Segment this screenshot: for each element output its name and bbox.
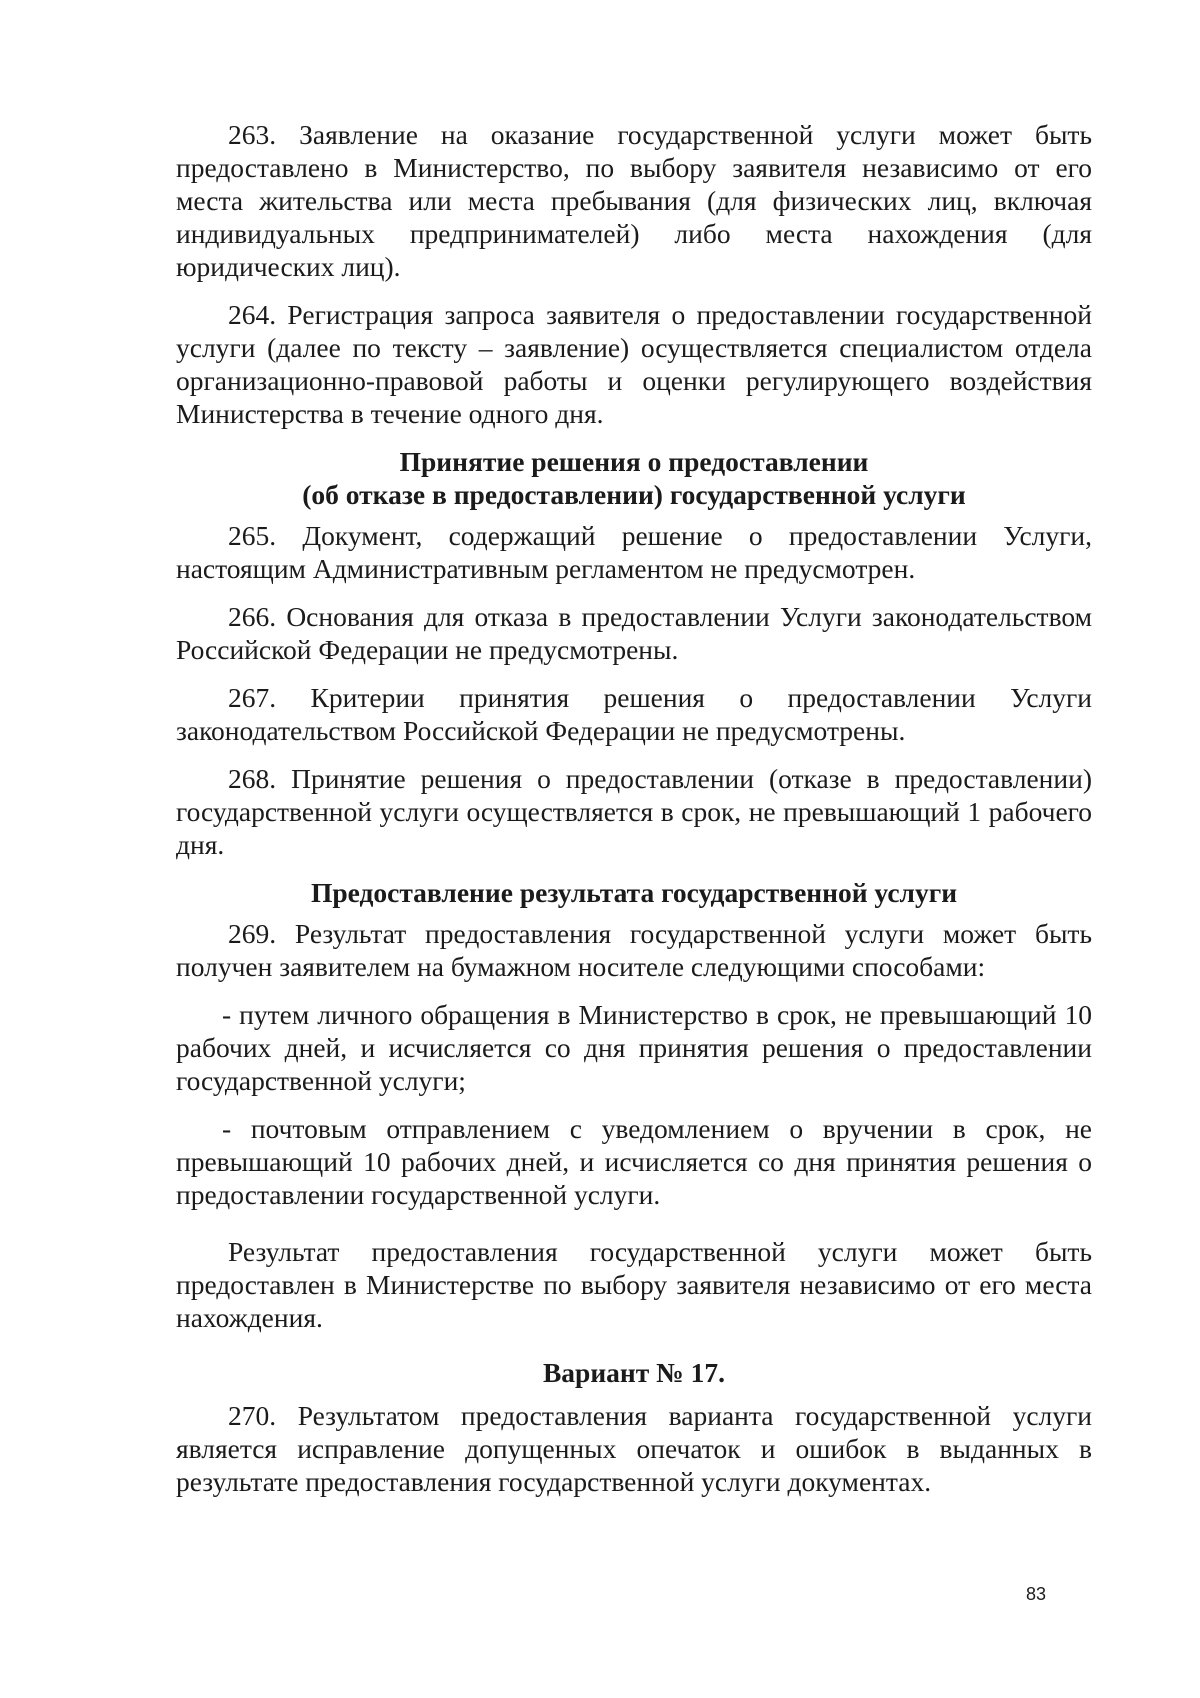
section-heading-decision-line2: (об отказе в предоставлении) государственной услуги <box>302 479 966 510</box>
paragraph-263: 263. Заявление на оказание государственной услуги может быть предоставлено в Министерство, по выбору заявителя независимо от его места жительства или места пребывания (для физических лиц, включая индивидуальных предпринимателей) либо места нахождения (для юридических лиц). <box>176 119 1092 282</box>
paragraph-270: 270. Результатом предоставления варианта государственной услуги является исправление допущенных опечаток и ошибок в выданных в результате предоставления государственной услуги документах. <box>176 1400 1092 1497</box>
list-item-personal-visit: - путем личного обращения в Министерство в срок, не превышающий 10 рабочих дней, и исчисляется со дня принятия решения о предоставлении государственной услуги; <box>176 999 1092 1096</box>
section-heading-variant: Вариант № 17. <box>542 1357 726 1388</box>
paragraph-264: 264. Регистрация запроса заявителя о предоставлении государственной услуги (далее по тексту – заявление) осуществляется специалистом отдела организационно-правовой работы и оценки регулирующего воздействия Министерства в течение одного дня. <box>176 299 1092 429</box>
paragraph-265: 265. Документ, содержащий решение о предоставлении Услуги, настоящим Административным регламентом не предусмотрен. <box>176 520 1092 584</box>
paragraph-269: 269. Результат предоставления государственной услуги может быть получен заявителем на бумажном носителе следующими способами: <box>176 918 1092 982</box>
paragraph-result-place: Результат предоставления государственной услуги может быть предоставлен в Министерстве по выбору заявителя независимо от его места нахождения. <box>176 1236 1092 1333</box>
section-heading-result: Предоставление результата государственной услуги <box>310 877 958 908</box>
section-heading-decision <box>176 445 1092 511</box>
page-number: 83 <box>1026 1584 1047 1604</box>
list-item-postal-delivery: - почтовым отправлением с уведомлением о вручении в срок, не превышающий 10 рабочих дней, и исчисляется со дня принятия решения о предоставлении государственной услуги. <box>176 1113 1092 1210</box>
paragraph-268: 268. Принятие решения о предоставлении (отказе в предоставлении) государственной услуги осуществляется в срок, не превышающий 1 рабочего дня. <box>176 763 1092 860</box>
paragraph-267: 267. Критерии принятия решения о предоставлении Услуги законодательством Российской Федерации не предусмотрены. <box>176 682 1092 746</box>
section-heading-decision-line1: Принятие решения о предоставлении <box>399 446 869 477</box>
paragraph-266: 266. Основания для отказа в предоставлении Услуги законодательством Российской Федерации не предусмотрены. <box>176 601 1092 665</box>
